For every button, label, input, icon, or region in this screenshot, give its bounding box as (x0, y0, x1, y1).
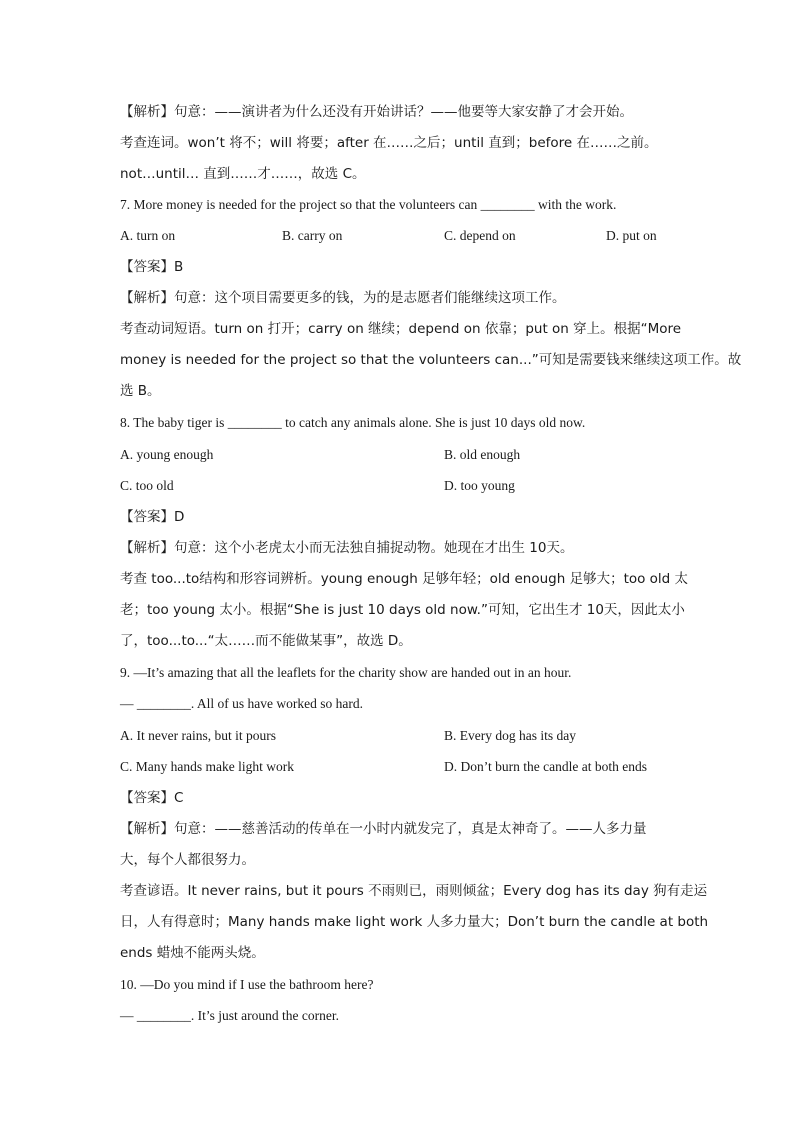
option-d: D. too young (444, 478, 515, 493)
explanation-line: 【解析】句意：这个小老虎太小而无法独自捕捉动物。她现在才出生 10天。 (120, 540, 574, 556)
explanation-line: 了，too...to...“太……而不能做某事”，故选 D。 (120, 633, 412, 649)
option-b: B. Every dog has its day (444, 728, 576, 743)
option-c: C. too old (120, 478, 174, 493)
explanation-line: 老；too young 太小。根据“She is just 10 days old now.”可知，它出生才 10天，因此太小 (120, 602, 685, 618)
explanation-line: 考查动词短语。turn on 打开；carry on 继续；depend on 依靠；put on 穿上。根据“More (120, 321, 682, 337)
option-d: D. Don’t burn the candle at both ends (444, 759, 647, 774)
explanation-line: 【解析】句意：这个项目需要更多的钱，为的是志愿者们能继续这项工作。 (120, 290, 566, 306)
explanation-line: not…until… 直到……才……，故选 C。 (120, 166, 366, 182)
question-10-response: — ________. It’s just around the corner. (120, 1008, 339, 1023)
option-b: B. old enough (444, 447, 521, 462)
option-a: A. It never rains, but it pours (120, 728, 276, 743)
explanation-line: 选 B。 (120, 383, 161, 399)
answer-label: 【答案】C (120, 790, 184, 806)
explanation-line: 【解析】句意：——演讲者为什么还没有开始讲话？——他要等大家安静了才会开始。 (120, 104, 633, 120)
option-a: A. turn on (120, 228, 176, 243)
explanation-line: ends 蜡烛不能两头烧。 (120, 945, 265, 961)
answer-label: 【答案】D (120, 509, 185, 525)
question-9-response: — ________. All of us have worked so hard. (120, 696, 363, 711)
question-8: 8. The baby tiger is ________ to catch any animals alone. She is just 10 days old now. (120, 415, 586, 430)
question-7: 7. More money is needed for the project so that the volunteers can ________ with the work. (120, 197, 617, 212)
option-c: C. Many hands make light work (120, 759, 294, 774)
explanation-line: 考查谚语。It never rains, but it pours 不雨则已，雨则倾盆；Every dog has its day 狗有走运 (120, 883, 708, 899)
explanation-line: money is needed for the project so that the volunteers can...”可知是需要钱来继续这项工作。故 (120, 352, 742, 368)
option-a: A. young enough (120, 447, 214, 462)
explanation-line: 考查连词。won’t 将不；will 将要；after 在……之后；until 直到；before 在……之前。 (120, 135, 658, 151)
explanation-line: 日，人有得意时；Many hands make light work 人多力量大；Don’t burn the candle at both (120, 914, 709, 930)
question-9: 9. —It’s amazing that all the leaflets for the charity show are handed out in an hour. (120, 665, 572, 680)
explanation-line: 大，每个人都很努力。 (120, 852, 255, 868)
question-10: 10. —Do you mind if I use the bathroom here? (120, 977, 374, 992)
option-c: C. depend on (444, 228, 516, 243)
explanation-line: 考查 too...to结构和形容词辨析。young enough 足够年轻；old enough 足够大；too old 太 (120, 571, 689, 587)
explanation-line: 【解析】句意：——慈善活动的传单在一小时内就发完了，真是太神奇了。——人多力量 (120, 821, 647, 837)
option-b: B. carry on (282, 228, 343, 243)
answer-label: 【答案】B (120, 259, 184, 275)
option-d: D. put on (606, 228, 657, 243)
